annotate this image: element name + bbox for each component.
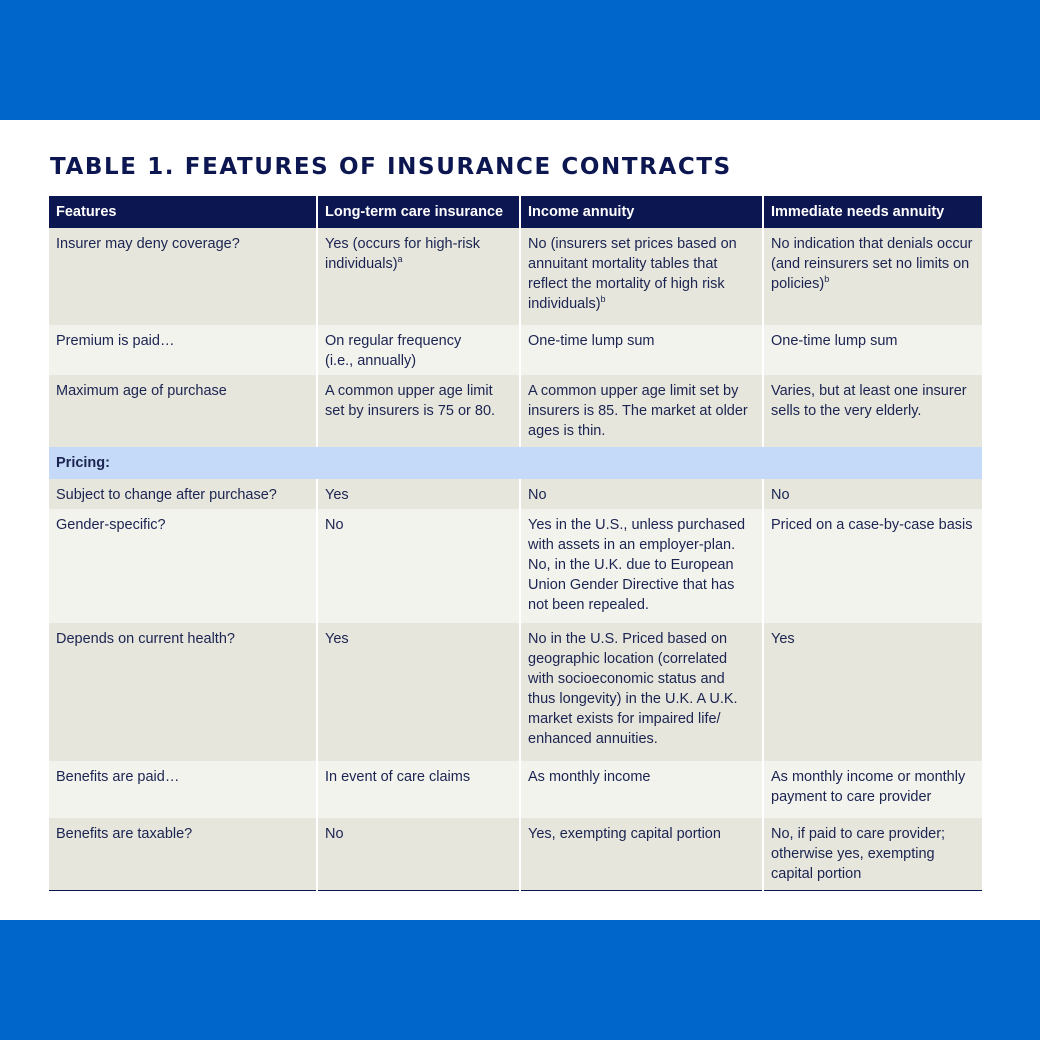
immediate-cell: [763, 228, 982, 325]
income-cell: [520, 228, 763, 325]
table-title: TABLE 1. FEATURES OF INSURANCE CONTRACTS: [50, 154, 732, 180]
immediate-cell: One-time lump sum: [763, 325, 982, 375]
ltc-cell: Yes: [317, 479, 520, 509]
immediate-cell: No: [763, 479, 982, 509]
feature-cell: Insurer may deny coverage?: [49, 228, 317, 325]
ltc-cell: In event of care claims: [317, 761, 520, 818]
ltc-cell: No: [317, 509, 520, 623]
feature-cell: Premium is paid…: [49, 325, 317, 375]
ltc-cell: A common upper age limit set by insurers is 75 or 80.: [317, 375, 520, 447]
table-row: [49, 375, 982, 447]
feature-cell: Depends on current health?: [49, 623, 317, 761]
header-immediate-needs: Immediate needs annuity: [763, 196, 982, 228]
feature-cell: Gender-specific?: [49, 509, 317, 623]
feature-cell: Benefits are paid…: [49, 761, 317, 818]
footnote-marker: b: [824, 274, 830, 284]
section-row-pricing: [49, 447, 982, 479]
income-cell: No in the U.S. Priced based on geographic location (correlated with socioeconomic status and thus longevity) in the U.K. A U.K. market exists for impaired life/ enhanced annuities.: [520, 623, 763, 761]
ltc-text-line2: (i.e., annually): [325, 353, 417, 369]
footnote-marker: a: [397, 254, 403, 264]
features-table: [49, 196, 982, 891]
ltc-cell: [317, 325, 520, 375]
table-row: [49, 479, 982, 509]
feature-cell: Maximum age of purchase: [49, 375, 317, 447]
table-row: [49, 761, 982, 818]
income-cell: Yes, exempting capital portion: [520, 818, 763, 890]
ltc-cell: Yes: [317, 623, 520, 761]
table-header-row: [49, 196, 982, 228]
top-blue-band: [0, 0, 1040, 120]
bottom-blue-band: [0, 920, 1040, 1040]
income-cell: A common upper age limit set by insurers is 85. The market at older ages is thin.: [520, 375, 763, 447]
header-income-annuity: Income annuity: [520, 196, 763, 228]
header-features: Features: [49, 196, 317, 228]
immediate-cell: Yes: [763, 623, 982, 761]
ltc-text: Yes (occurs for high-risk individuals): [325, 236, 480, 272]
income-cell: No: [520, 479, 763, 509]
income-cell: As monthly income: [520, 761, 763, 818]
immediate-cell: Varies, but at least one insurer sells to the very elderly.: [763, 375, 982, 447]
income-text: No (insurers set prices based on annuitant mortality tables that reflect the mortality of high risk individuals): [528, 236, 737, 312]
header-long-term-care: Long-term care insurance: [317, 196, 520, 228]
ltc-cell: No: [317, 818, 520, 890]
footnote-marker: b: [600, 294, 606, 304]
feature-cell: Subject to change after purchase?: [49, 479, 317, 509]
table-row: [49, 509, 982, 623]
income-cell: Yes in the U.S., unless purchased with assets in an employer-plan. No, in the U.K. due to European Union Gender Directive that has not been repealed.: [520, 509, 763, 623]
table-row: [49, 228, 982, 325]
ltc-text-line1: On regular frequency: [325, 333, 462, 349]
immediate-cell: Priced on a case-by-case basis: [763, 509, 982, 623]
immediate-cell: As monthly income or monthly payment to care provider: [763, 761, 982, 818]
immediate-text: No indication that denials occur (and reinsurers set no limits on policies): [771, 236, 973, 292]
income-cell: One-time lump sum: [520, 325, 763, 375]
immediate-cell: No, if paid to care provider; otherwise yes, exempting capital portion: [763, 818, 982, 890]
table-row: [49, 325, 982, 375]
section-label: Pricing:: [49, 447, 982, 479]
feature-cell: Benefits are taxable?: [49, 818, 317, 890]
table-row: [49, 818, 982, 890]
table-row: [49, 623, 982, 761]
ltc-cell: [317, 228, 520, 325]
